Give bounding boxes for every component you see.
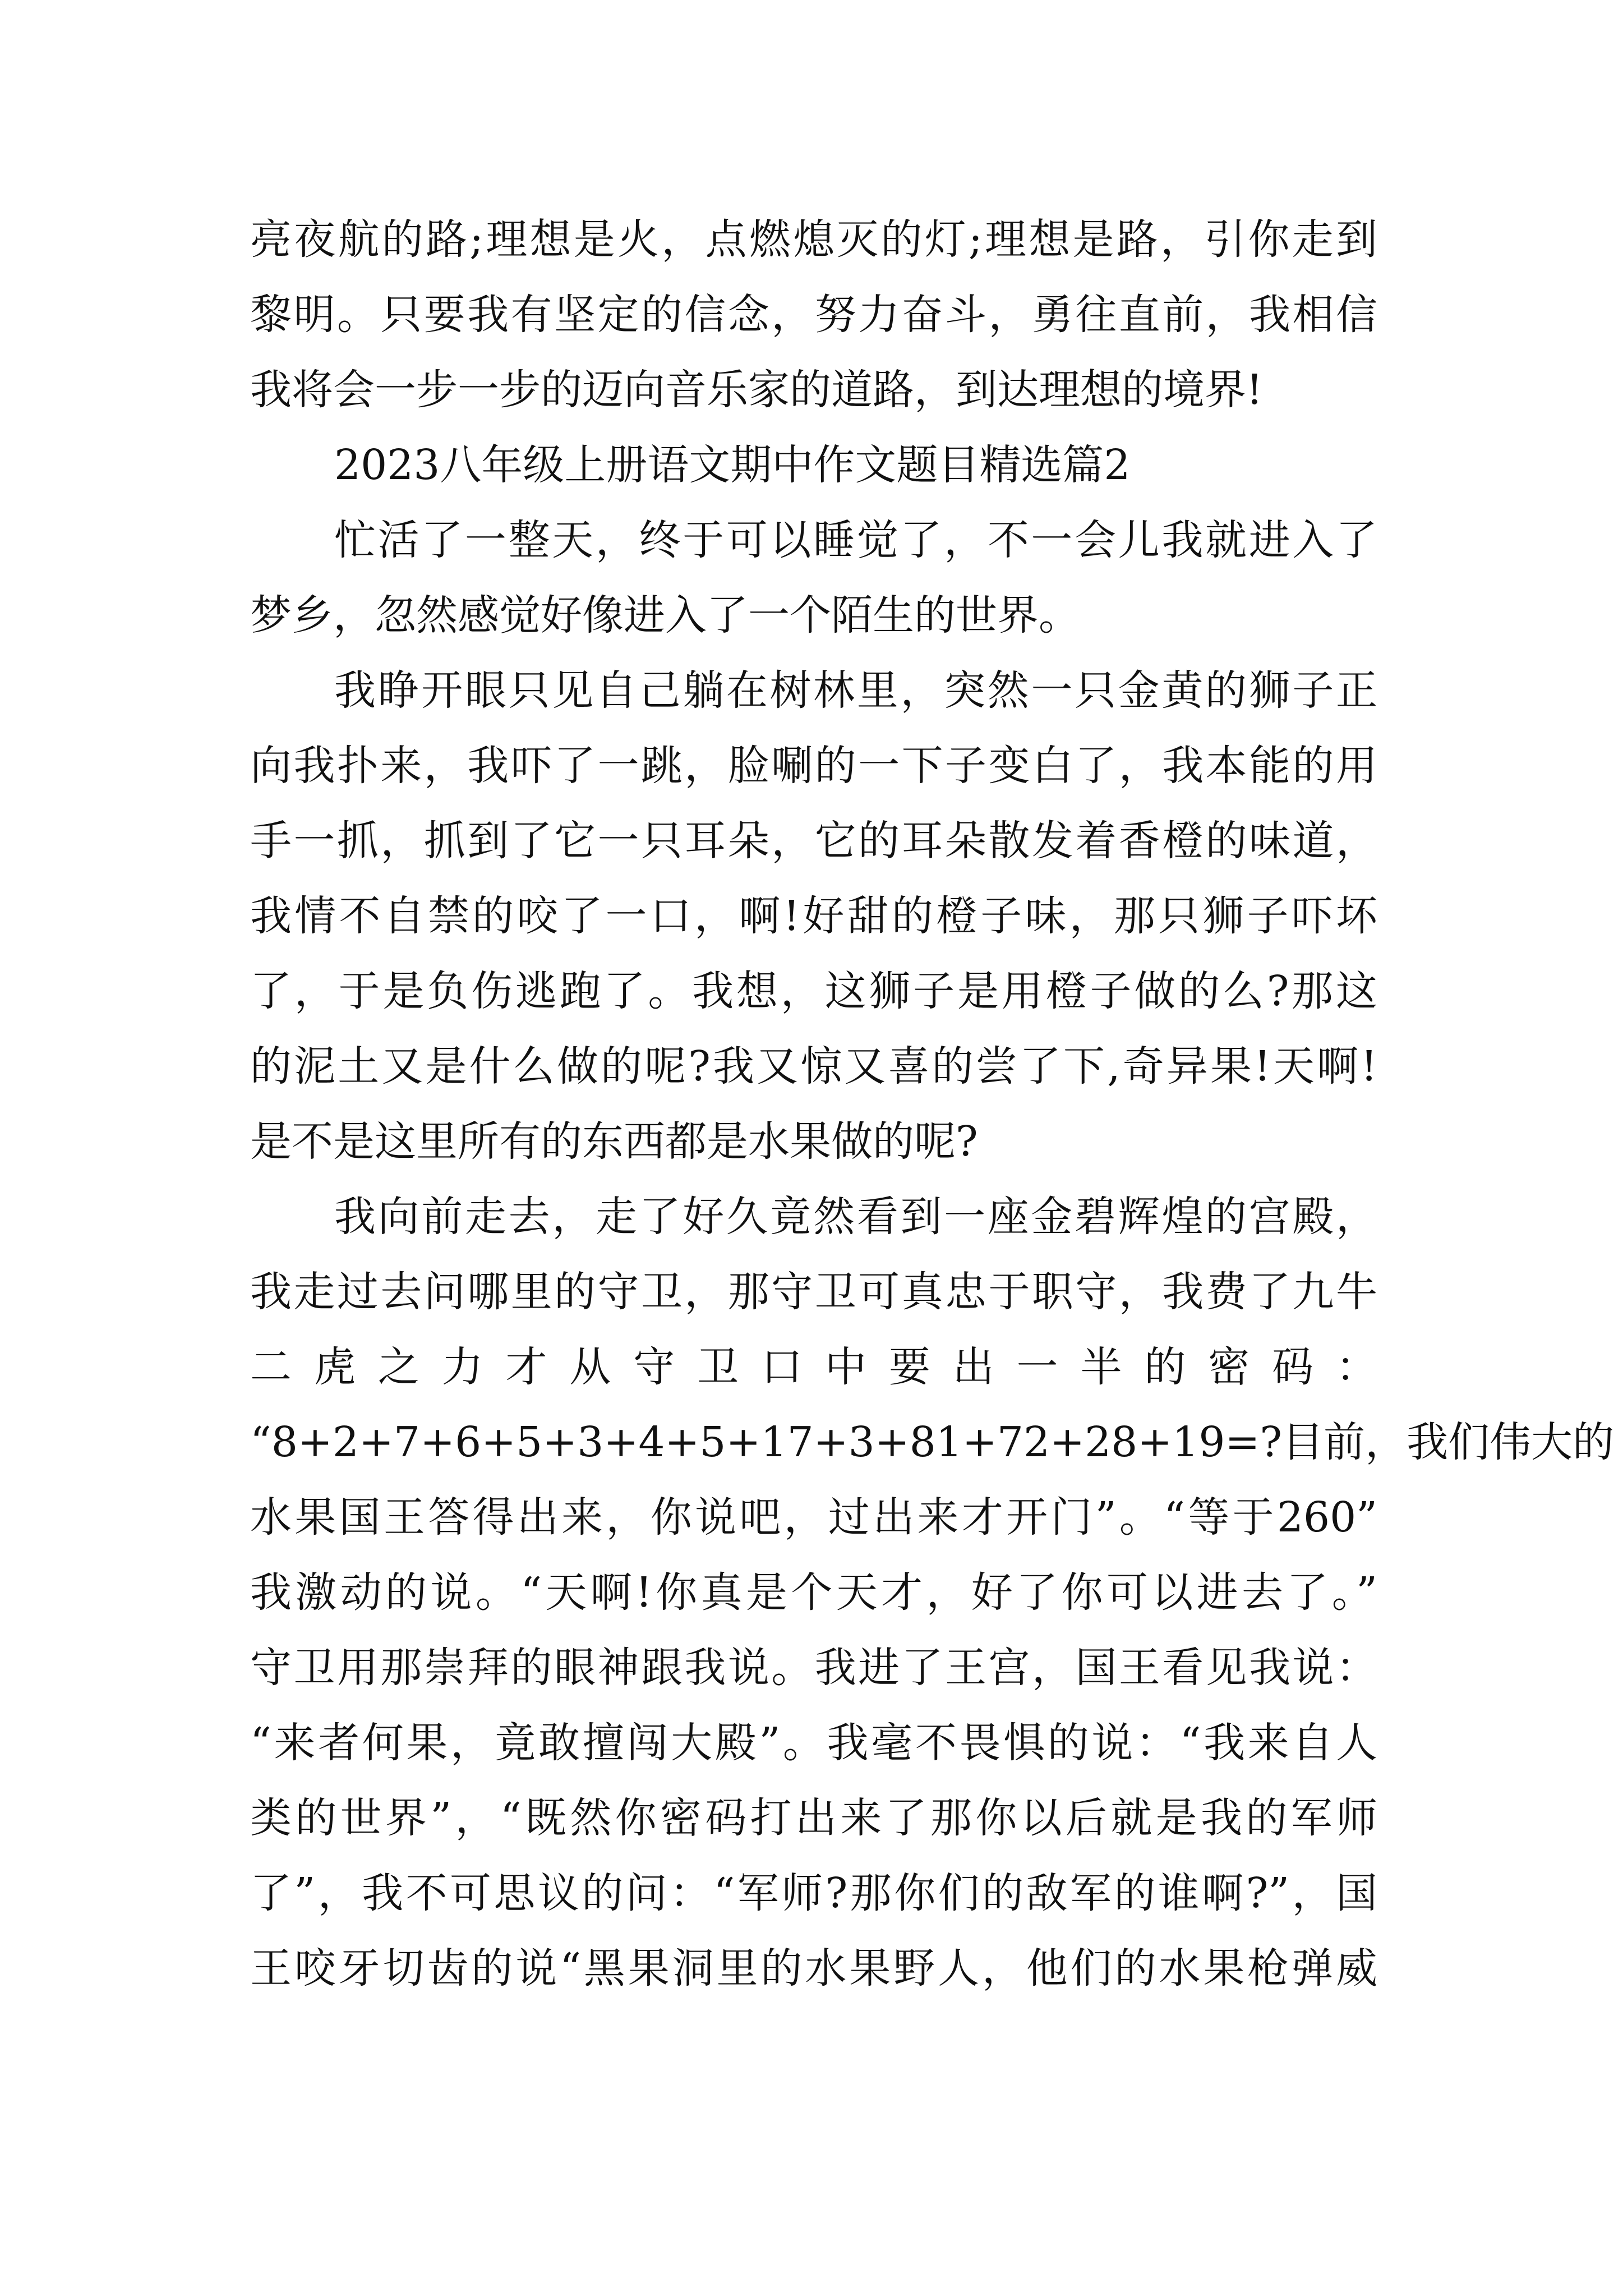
text-line: 守卫用那崇拜的眼神跟我说。我进了王宫，国王看见我说： [250,1644,1377,1692]
text-line: 我睁开眼只见自己躺在树林里，突然一只金黄的狮子正 [334,666,1377,715]
text-line: 水果国王答得出来，你说吧，过出来才开门”。“等于260” [250,1493,1377,1542]
text-line: 类的世界”，“既然你密码打出来了那你以后就是我的军师 [250,1794,1377,1842]
text-line: 黎明。只要我有坚定的信念，努力奋斗，勇往直前，我相信 [250,291,1377,339]
text-line: 手一抓，抓到了它一只耳朵，它的耳朵散发着香橙的味道， [250,817,1377,865]
text-line: 亮夜航的路;理想是火，点燃熄灭的灯;理想是路，引你走到 [250,215,1377,264]
text-line: “来者何果，竟敢擅闯大殿”。我毫不畏惧的说：“我来自人 [250,1719,1377,1767]
section-heading: 2023八年级上册语文期中作文题目精选篇2 [334,441,1131,489]
text-line: 是不是这里所有的东西都是水果做的呢? [250,1117,978,1166]
text-line: 我将会一步一步的迈向音乐家的道路，到达理想的境界! [250,366,1263,414]
text-line: “8+2+7+6+5+3+4+5+17+3+81+72+28+19=?目前，我们伟大的 [250,1418,1615,1466]
text-line: 了，于是负伤逃跑了。我想，这狮子是用橙子做的么?那这 [250,967,1377,1015]
text-line: 二虎之力才从守卫口中要出一半的密码： [250,1343,1377,1391]
text-line: 我走过去问哪里的守卫，那守卫可真忠于职守，我费了九牛 [250,1268,1377,1316]
text-line: 我情不自禁的咬了一口，啊!好甜的橙子味，那只狮子吓坏 [250,892,1377,940]
text-line: 梦乡，忽然感觉好像进入了一个陌生的世界。 [250,591,1080,639]
text-line: 忙活了一整天，终于可以睡觉了，不一会儿我就进入了 [334,516,1377,564]
text-line: 的泥土又是什么做的呢?我又惊又喜的尝了下,奇异果!天啊! [250,1042,1377,1091]
text-line: 向我扑来，我吓了一跳，脸唰的一下子变白了，我本能的用 [250,742,1377,790]
text-line: 王咬牙切齿的说“黑果洞里的水果野人，他们的水果枪弹威 [250,1944,1377,1993]
text-line: 了”，我不可思议的问：“军师?那你们的敌军的谁啊?”，国 [250,1869,1377,1917]
text-line: 我向前走去，走了好久竟然看到一座金碧辉煌的宫殿， [334,1193,1377,1241]
text-line: 我激动的说。“天啊!你真是个天才，好了你可以进去了。” [250,1568,1377,1617]
